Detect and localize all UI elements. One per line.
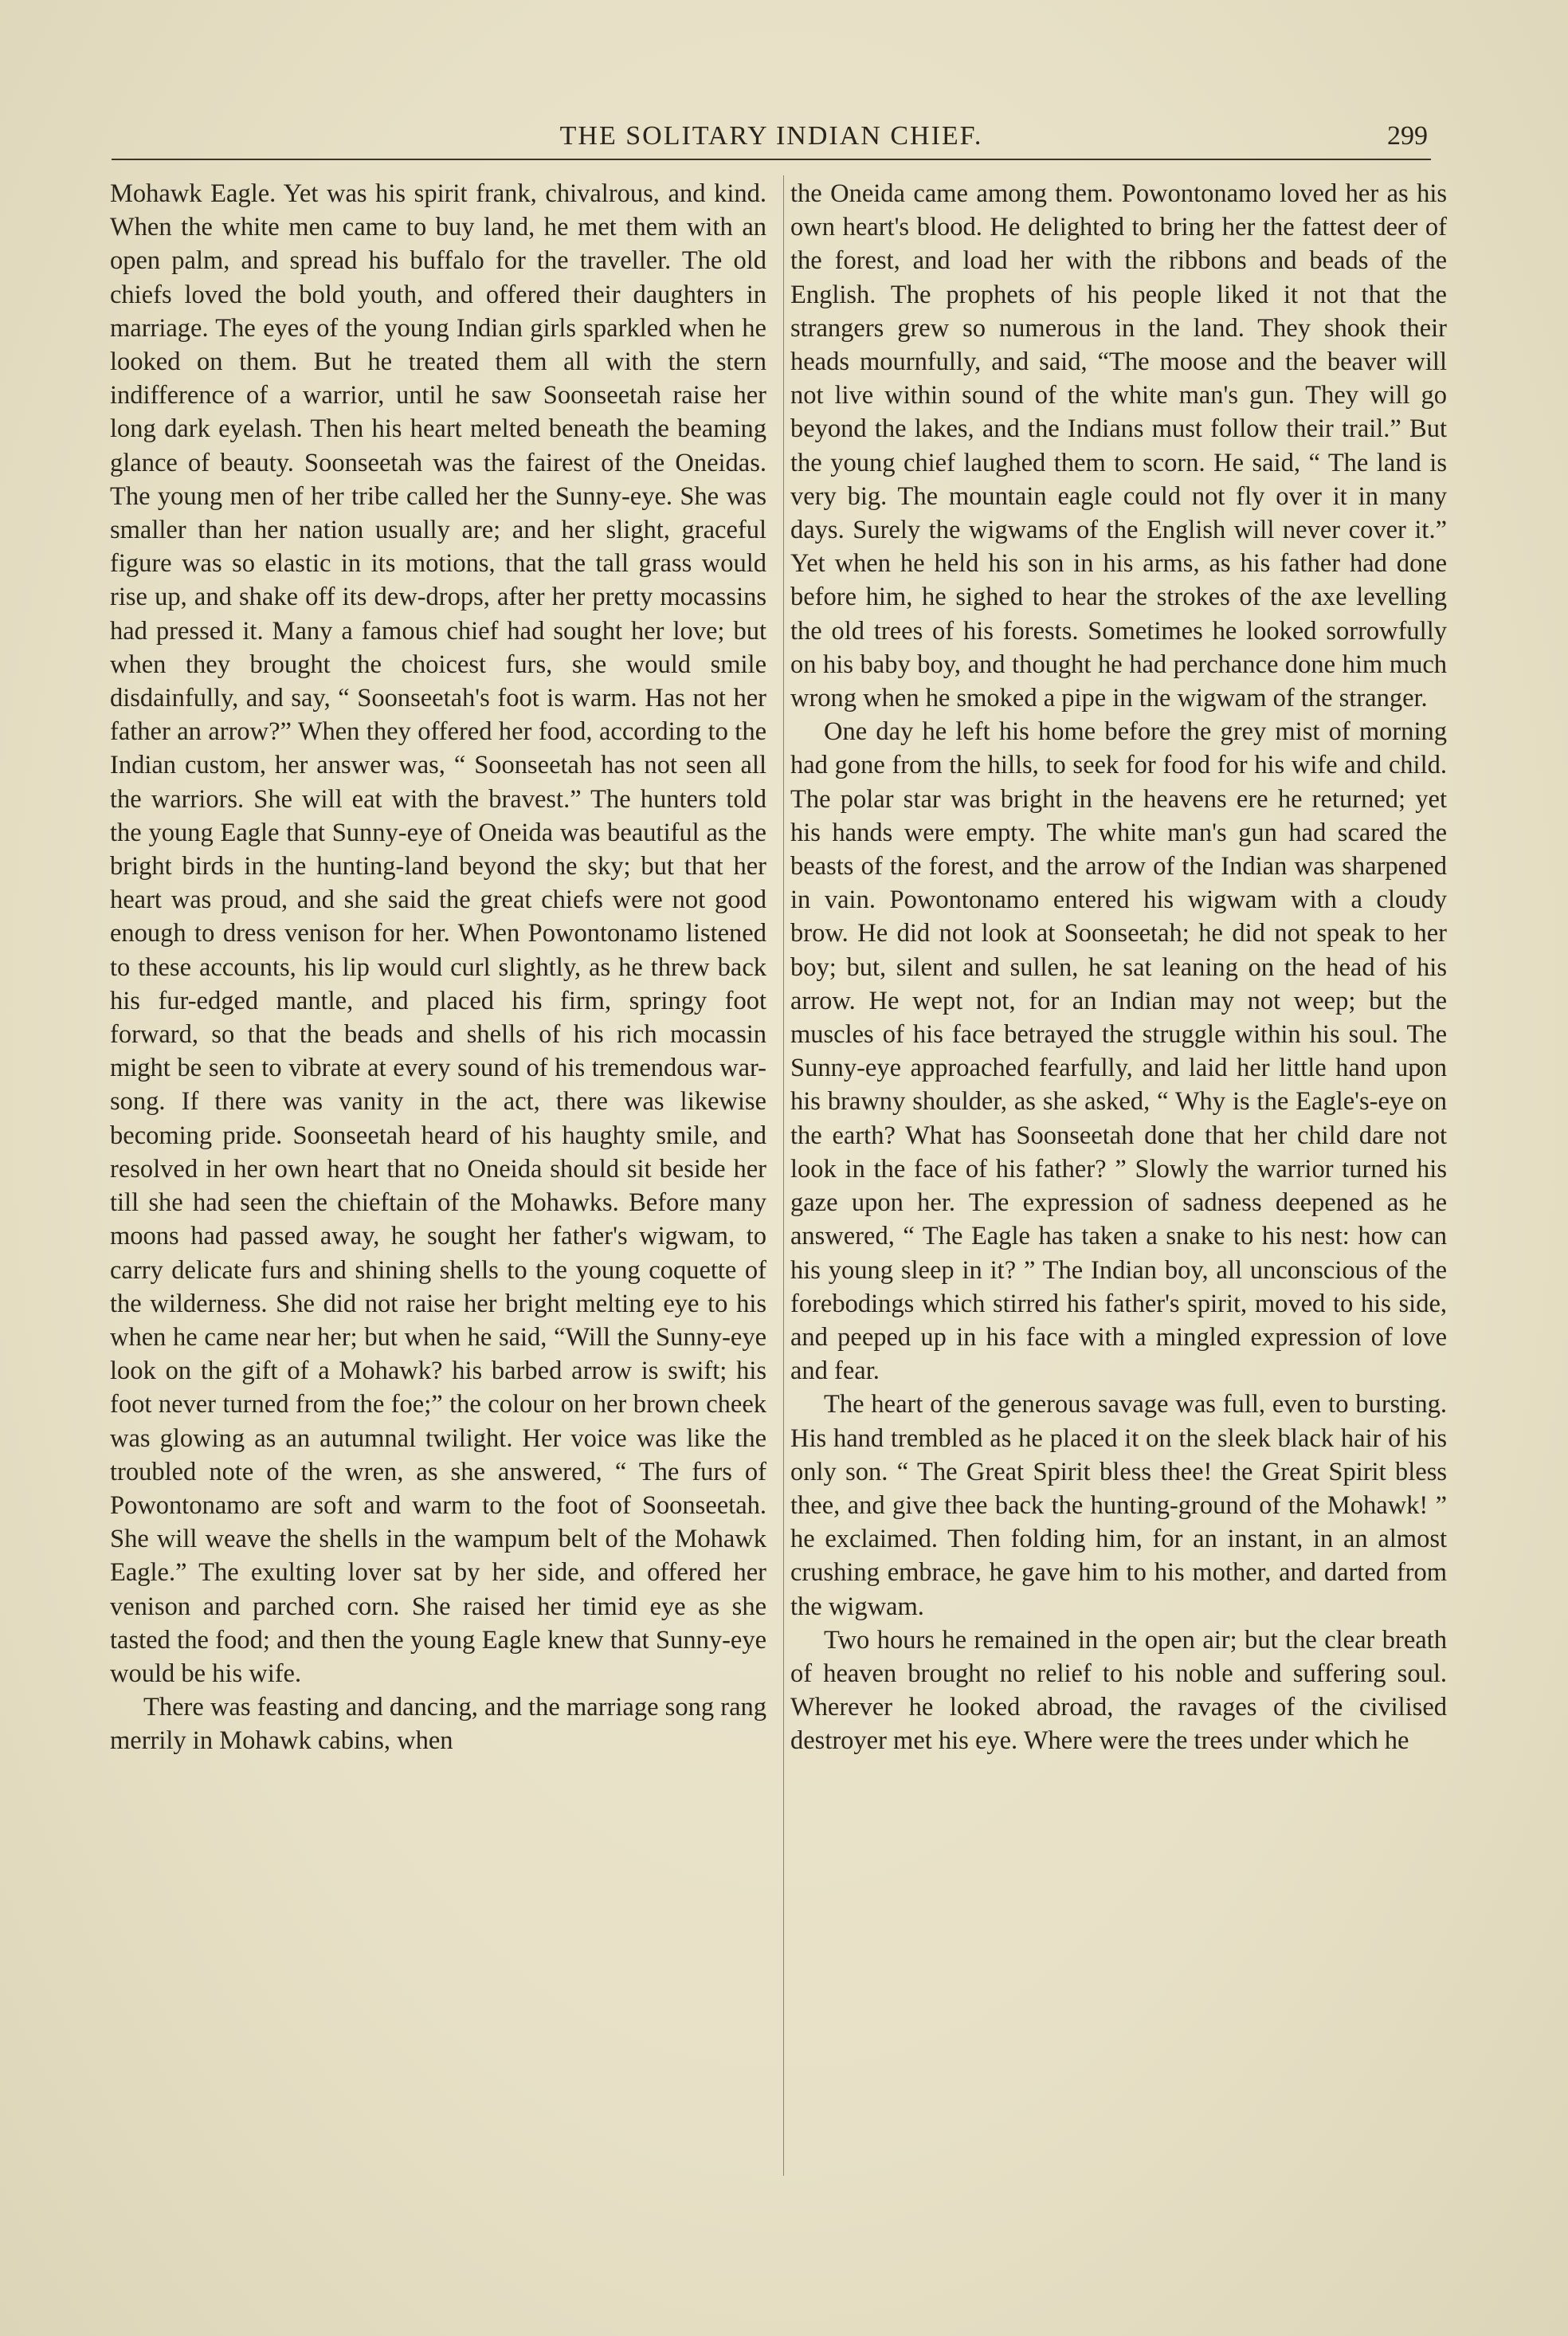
left-column — [110, 177, 766, 1758]
page-number: 299 — [1387, 121, 1428, 151]
left-paragraph-1: Mohawk Eagle. Yet was his spirit frank, chivalrous, and kind. When the white men came to buy land, he met them with an open palm, and spread his buffalo for the traveller. The old chiefs loved the bold youth, and offered their daughters in marriage. The eyes of the young Indian girls sparkled when he looked on them. But he treated them all with the stern indifference of a warrior, until he saw Soonseetah raise her long dark eyelash. Then his heart melted beneath the beaming glance of beauty. Soonseetah was the fairest of the Oneidas. The young men of her tribe called her the Sunny-eye. She was smaller than her nation usually are; and her slight, graceful figure was so elastic in its motions, that the tall grass would rise up, and shake off its dew-drops, after her pretty mocassins had pressed it. Many a famous chief had sought her love; but when they brought the choicest furs, she would smile disdainfully, and say, “ Soonseetah's foot is warm. Has not her father an arrow?” When they offered her food, according to the Indian custom, her answer was, “ Soonseetah has not seen all the warriors. She will eat with the bravest.” The hunters told the young Eagle that Sunny-eye of Oneida was beautiful as the bright birds in the hunting-land beyond the sky; but that her heart was proud, and she said the great chiefs were not good enough to dress venison for her. When Powontonamo listened to these accounts, his lip would curl slightly, as he threw back his fur-edged mantle, and placed his firm, springy foot forward, so that the beads and shells of his rich mocassin might be seen to vibrate at every sound of his tremendous war-song. If there was vanity in the act, there was likewise becoming pride. Soonseetah heard of his haughty smile, and resolved in her own heart that no Oneida should sit beside her till she had seen the chieftain of the Mohawks. Before many moons had passed away, he sought her father's wigwam, to carry delicate furs and shining shells to the young coquette of the wilderness. She did not raise her bright melting eye to his when he came near her; but when he said, “Will the Sunny-eye look on the gift of a Mohawk? his barbed arrow is swift; his foot never turned from the foe;” the colour on her brown cheek was glowing as an autumnal twilight. Her voice was like the troubled note of the wren, as she answered, “ The furs of Powontonamo are soft and warm to the foot of Soonseetah. She will weave the shells in the wampum belt of the Mohawk Eagle.” The exulting lover sat by her side, and offered her venison and parched corn. She raised her timid eye as she tasted the food; and then the young Eagle knew that Sunny-eye would be his wife. — [110, 179, 766, 1688]
left-paragraph-2: There was feasting and dancing, and the marriage song rang merrily in Mohawk cabins, when — [110, 1693, 766, 1756]
running-title: THE SOLITARY INDIAN CHIEF. — [559, 121, 983, 151]
right-paragraph-4: Two hours he remained in the open air; but the clear breath of heaven brought no relief to his noble and suffering soul. Wherever he looked abroad, the ravages of the civilised destroyer met his eye. Where were the trees under which he — [790, 1625, 1447, 1756]
right-paragraph-3: The heart of the generous savage was full, even to bursting. His hand trembled as he placed it on the sleek black hair of his only son. “ The Great Spirit bless thee! the Great Spirit bless thee, and give thee back the hunting-ground of the Mohawk! ” he exclaimed. Then folding him, for an instant, in an almost crushing embrace, he gave him to his mother, and darted from the wigwam. — [790, 1390, 1447, 1621]
right-column — [790, 177, 1447, 1758]
column-divider — [783, 175, 784, 2176]
right-paragraph-1: the Oneida came among them. Powontonamo loved her as his own heart's blood. He delighted to bring her the fattest deer of the forest, and load her with the ribbons and beads of the English. The prophets of his people liked it not that the strangers grew so numerous in the land. They shook their heads mournfully, and said, “The moose and the beaver will not live within sound of the white man's gun. They will go beyond the lakes, and the Indians must follow their trail.” But the young chief laughed them to scorn. He said, “ The land is very big. The mountain eagle could not fly over it in many days. Surely the wigwams of the English will never cover it.” Yet when he held his son in his arms, as his father had done before him, he sighed to hear the strokes of the axe levelling the old trees of his forests. Sometimes he looked sorrowfully on his baby boy, and thought he had perchance done him much wrong when he smoked a pipe in the wigwam of the stranger. — [790, 179, 1447, 713]
header-rule — [112, 159, 1431, 160]
running-header — [112, 118, 1431, 155]
right-paragraph-2: One day he left his home before the grey mist of morning had gone from the hills, to seek for food for his wife and child. The polar star was bright in the heavens ere he returned; yet his hands were empty. The white man's gun had scared the beasts of the forest, and the arrow of the Indian was sharpened in vain. Powontonamo entered his wigwam with a cloudy brow. He did not look at Soonseetah; he did not speak to her boy; but, silent and sullen, he sat leaning on the head of his arrow. He wept not, for an Indian may not weep; but the muscles of his face betrayed the struggle within his soul. The Sunny-eye approached fearfully, and laid her little hand upon his brawny shoulder, as she asked, “ Why is the Eagle's-eye on the earth? What has Soonseetah done that her child dare not look in the face of his father? ” Slowly the warrior turned his gaze upon her. The expression of sadness deepened as he answered, “ The Eagle has taken a snake to his nest: how can his young sleep in it? ” The Indian boy, all unconscious of the forebodings which stirred his father's spirit, moved to his side, and peeped up in his face with a mingled expression of love and fear. — [790, 717, 1447, 1386]
